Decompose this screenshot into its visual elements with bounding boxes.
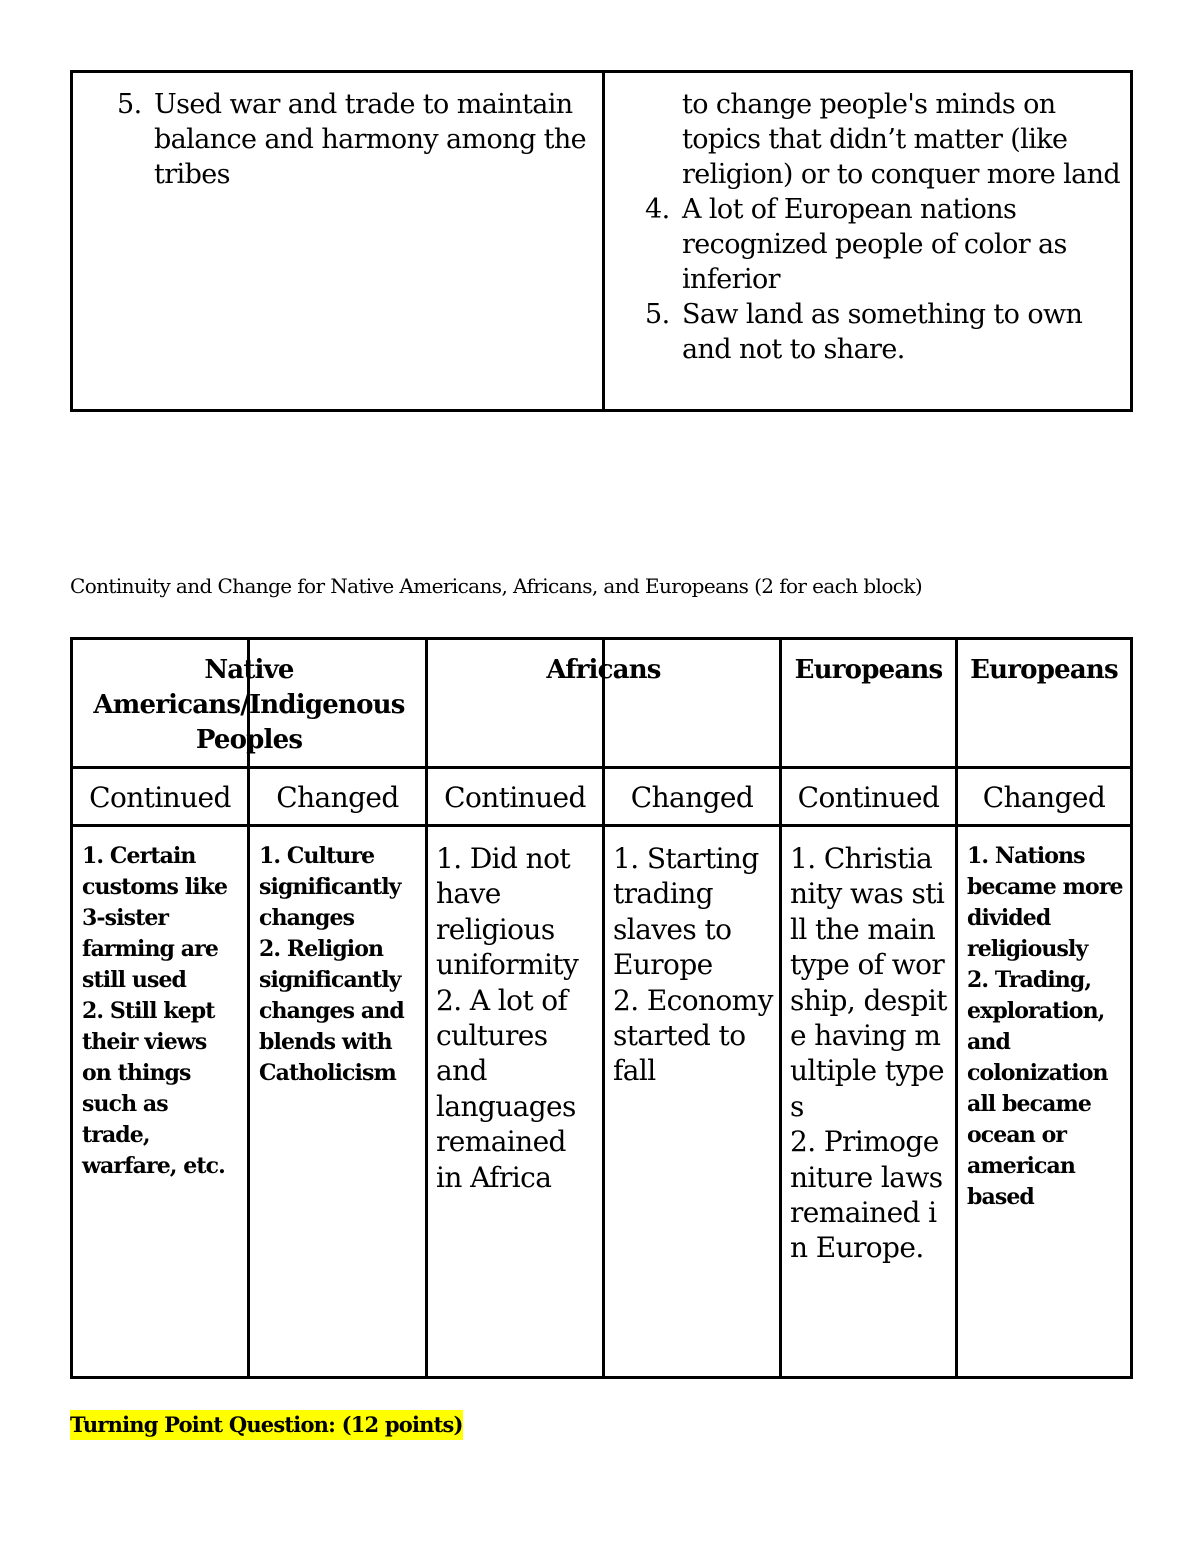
continuation-table [70, 70, 1133, 412]
header-europeans: Europeans [970, 655, 1118, 685]
list-continuation: to change people's minds on topics that didn’t matter (like religion) or to conquer more land [682, 89, 1121, 190]
continuity-change-table [70, 637, 1133, 1379]
list-text: Saw land as something to own and not to share. [682, 299, 1083, 365]
header-africans: Africans [546, 655, 661, 685]
list-item [645, 297, 1130, 367]
subheader-changed: Changed [630, 781, 754, 814]
subheader-changed: Changed [276, 781, 399, 814]
native-column-cell [73, 73, 605, 409]
subheader-continued: Continued [89, 781, 231, 814]
subheader-continued: Continued [444, 781, 586, 814]
list-number: 5. [645, 299, 670, 330]
turning-point-question: Turning Point Question: (12 points) [70, 1410, 463, 1440]
subheader-changed: Changed [982, 781, 1106, 814]
cell-africans-changed: 1. Starting trading slaves to Europe 2. Economy started to fall [613, 842, 773, 1088]
header-europeans: Europeans [794, 655, 943, 685]
list-number: 5. [117, 89, 142, 120]
cell-europeans-changed: 1. Nations became more divided religiously 2. Trading, exploration, and colonization all became ocean or american based [967, 843, 1123, 1210]
european-column-cell [605, 73, 1130, 409]
subheader-continued: Continued [797, 781, 940, 814]
cell-native-changed: 1. Culture significantly changes 2. Religion significantly changes and blends with Catholicism [259, 843, 404, 1086]
cell-native-continued: 1. Certain customs like 3-sister farming are still used 2. Still kept their views on things such as trade, warfare, etc. [82, 843, 228, 1179]
list-text: Used war and trade to maintain balance and harmony among the tribes [154, 89, 587, 190]
section-title: Continuity and Change for Native Americans, Africans, and Europeans (2 for each block) [70, 574, 923, 598]
cell-europeans-continued: 1. Christianity was still the main type of worship, despite having multiple types 2. Primogeniture laws remained in Europe. [790, 842, 947, 1265]
list-item [645, 192, 1130, 297]
cell-africans-continued: 1. Did not have religious uniformity 2. A lot of cultures and languages remained in Africa [436, 842, 579, 1194]
list-item [117, 87, 602, 192]
header-native-americans: Native Americans/Indigenous Peoples [93, 655, 405, 755]
list-text: A lot of European nations recognized people of color as inferior [682, 194, 1067, 295]
list-number: 4. [645, 194, 670, 225]
